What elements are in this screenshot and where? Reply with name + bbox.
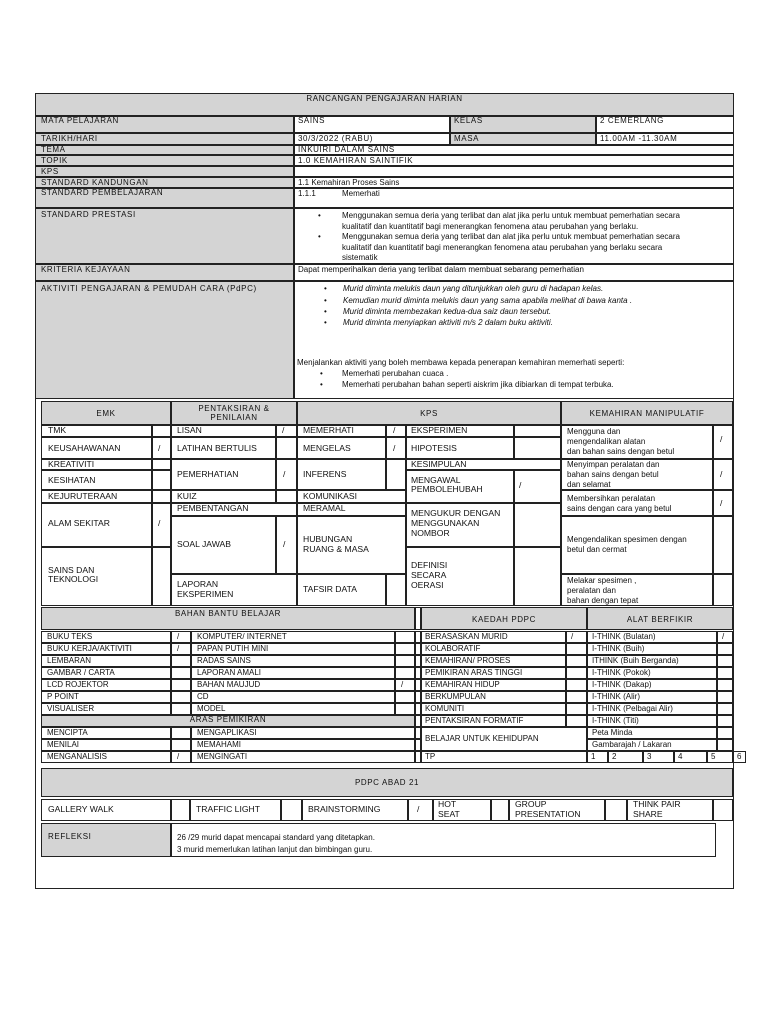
aras-right-item: MEMAHAMI <box>197 740 241 749</box>
kaedah-mark-cell <box>566 715 587 727</box>
bbb-right-item: KOMPUTER/ INTERNET <box>197 632 287 641</box>
bbb-left-item: P POINT <box>47 692 79 701</box>
manipulatif-item: mengendalikan alatan <box>567 437 646 446</box>
kps-mark-cell <box>514 437 561 459</box>
berfikir-item: I-THINK (Alir) <box>592 692 640 701</box>
emk-item: KEJURUTERAAN <box>48 491 118 501</box>
emk-item: KESIHATAN <box>48 475 96 485</box>
bbb-right-mark-cell <box>395 679 415 691</box>
aktiviti-label-cell <box>35 281 294 399</box>
tp-number: 2 <box>612 752 617 761</box>
bullet-icon: • <box>318 232 321 241</box>
aras-left-item: MENILAI <box>47 740 80 749</box>
bbb-left-item: LEMBARAN <box>47 656 92 665</box>
manipulatif-mark: / <box>720 434 723 444</box>
sp-label: STANDARD PEMBELAJARAN <box>41 188 164 197</box>
topik-label: TOPIK <box>41 156 68 165</box>
emk-mark-cell <box>152 425 171 437</box>
bullet-icon: • <box>324 318 327 327</box>
bbb-right-item: CD <box>197 692 209 701</box>
manipulatif-header: KEMAHIRAN MANIPULATIF <box>589 409 705 418</box>
pentaksiran-mark: / <box>282 425 285 435</box>
kps-item: MENGAWAL <box>411 475 461 485</box>
topik-label-cell <box>35 155 294 166</box>
prestasi-2b: kualitatif dan kuantitatif bagi menerangkan fenomena atau perubahan yang berlaku secara <box>342 243 663 252</box>
bbb-header: BAHAN BANTU BELAJAR <box>174 609 282 618</box>
berfikir-item: Gambarajah / Lakaran <box>592 740 672 749</box>
pentaksiran-mark-cell <box>276 516 297 574</box>
bbb-right-mark: / <box>401 680 404 689</box>
bbb-right-item: PAPAN PUTIH MINI <box>197 644 269 653</box>
berfikir-mark: / <box>722 632 725 641</box>
kaedah-item: PEMIKIRAN ARAS TINGGI <box>425 668 523 677</box>
manipulatif-mark: / <box>720 469 723 479</box>
pentaksiran-item: LAPORAN <box>177 579 219 589</box>
pdpc21-mark-cell <box>605 799 627 821</box>
kps-item: NOMBOR <box>411 528 450 538</box>
berfikir-item: I-THINK (Buih) <box>592 644 645 653</box>
kps-mark-cell <box>386 425 406 437</box>
manipulatif-item: peralatan dan <box>567 586 616 595</box>
pentaksiran-item: PEMBENTANGAN <box>177 503 249 513</box>
kps-item: MENGGUNAKAN <box>411 518 480 528</box>
tp-number: 4 <box>678 752 683 761</box>
mata-value: SAINS <box>298 116 326 125</box>
sk-value: 1.1 Kemahiran Proses Sains <box>298 178 400 187</box>
bbb-right-mark-cell <box>395 691 415 703</box>
manipulatif-mark-cell <box>713 459 733 490</box>
tarikh-value: 30/3/2022 (RABU) <box>298 134 373 143</box>
kriteria-value: Dapat memperihalkan deria yang terlibat dalam membuat sebarang pemerhatian <box>298 265 584 274</box>
pentaksiran-header: PENTAKSIRAN & <box>198 404 270 413</box>
berfikir-mark-cell <box>717 739 733 751</box>
kaedah-item: KOLABORATIF <box>425 644 481 653</box>
tp-number: 3 <box>647 752 652 761</box>
kps-item: EKSPERIMEN <box>411 425 468 435</box>
bbb-left-mark-cell <box>171 691 191 703</box>
berfikir-mark-cell <box>717 667 733 679</box>
emk-mark: / <box>158 518 161 528</box>
kaedah-item: BERKUMPULAN <box>425 692 486 701</box>
berfikir-item: I-THINK (Pelbagai Alir) <box>592 704 673 713</box>
pdpc21-item: HOT <box>438 799 457 809</box>
masa-value: 11.00AM -11.30AM <box>600 134 678 143</box>
kaedah-mark-cell <box>566 655 587 667</box>
aras-left-item: MENCIPTA <box>47 728 88 737</box>
aras-left-item: MENGANALISIS <box>47 752 108 761</box>
bbb-left-mark: / <box>177 644 180 653</box>
bbb-left-mark-cell <box>171 667 191 679</box>
pdpc21-item: GROUP <box>515 799 547 809</box>
manipulatif-item: bahan dengan tepat <box>567 596 639 605</box>
kps-item: MENGELAS <box>303 443 351 453</box>
kps-mark-cell <box>386 574 406 606</box>
bbb-left-mark-cell <box>171 679 191 691</box>
sp-value: Memerhati <box>342 189 380 198</box>
berfikir-item: I-THINK (Pokok) <box>592 668 651 677</box>
aktiviti-extra: Memerhati perubahan bahan seperti aiskrim jika dibiarkan di tempat terbuka. <box>342 380 614 389</box>
kaedah-item: PENTAKSIRAN FORMATIF <box>425 716 524 725</box>
berfikir-mark-cell <box>717 727 733 739</box>
emk-item: KREATIVITI <box>48 459 95 469</box>
kelas-label: KELAS <box>454 116 483 125</box>
kps-value-cell <box>294 166 734 177</box>
manipulatif-item: sains dengan cara yang betul <box>567 504 672 513</box>
pdpc21-mark-cell <box>491 799 509 821</box>
pdpc21-mark-cell <box>408 799 433 821</box>
kps-item: HIPOTESIS <box>411 443 457 453</box>
kaedah-mark-cell <box>566 691 587 703</box>
kps-mark-cell <box>514 547 561 606</box>
kaedah-mark-cell <box>566 631 587 643</box>
kps-mark: / <box>393 443 396 453</box>
kps-mark-cell <box>386 459 406 490</box>
pdpc21-item: SHARE <box>633 809 663 819</box>
refleksi-line-2: 3 murid memerlukan latihan lanjut dan bimbingan guru. <box>177 845 373 854</box>
kelas-value: 2 CEMERLANG <box>600 116 664 125</box>
bbb-left-mark: / <box>177 632 180 641</box>
berfikir-item: Peta Minda <box>592 728 633 737</box>
manipulatif-item: dan bahan sains dengan betul <box>567 447 675 456</box>
prestasi-label: STANDARD PRESTASI <box>41 210 136 219</box>
pentaksiran-mark-cell <box>276 490 297 503</box>
kps-label: KPS <box>41 167 59 176</box>
bullet-icon: • <box>324 284 327 293</box>
kaedah-item: BELAJAR UNTUK KEHIDUPAN <box>425 734 539 743</box>
kps-item: TAFSIR DATA <box>303 584 357 594</box>
tp-number: 1 <box>591 752 596 761</box>
bbb-right-item: MODEL <box>197 704 226 713</box>
pdpc21-item: TRAFFIC LIGHT <box>196 804 260 814</box>
bbb-left-mark-cell <box>171 655 191 667</box>
kaedah-item: KEMAHIRAN HIDUP <box>425 680 500 689</box>
emk-item: TMK <box>48 425 67 435</box>
manipulatif-mark-cell <box>713 516 733 574</box>
emk-item: TEKNOLOGI <box>48 574 99 584</box>
manipulatif-mark-cell <box>713 574 733 606</box>
bullet-icon: • <box>324 296 327 305</box>
manipulatif-item: Melakar spesimen , <box>567 576 637 585</box>
emk-item: ALAM SEKITAR <box>48 518 110 528</box>
manipulatif-item: Menyimpan peralatan dan <box>567 460 660 469</box>
berfikir-item: I-THINK (Titi) <box>592 716 639 725</box>
prestasi-2a: Menggunakan semua deria yang terlibat dan alat jika perlu untuk membuat pemerhatian secara <box>342 232 680 241</box>
bbb-left-item: LCD ROJEKTOR <box>47 680 109 689</box>
bbb-left-item: VISUALISER <box>47 704 95 713</box>
tp-number: 5 <box>711 752 716 761</box>
kps-item: MERAMAL <box>303 503 346 513</box>
pentaksiran-item: PEMERHATIAN <box>177 469 239 479</box>
kaedah-item: BERASASKAN MURID <box>425 632 508 641</box>
kps-mark: / <box>519 480 522 490</box>
aktiviti-item: Kemudian murid diminta melukis daun yang sama apabila melihat di bawa kanta . <box>343 296 633 305</box>
kps-item: MEMERHATI <box>303 425 354 435</box>
tp-number: 6 <box>737 752 742 761</box>
tema-value: INKUIRI DALAM SAINS <box>298 145 395 154</box>
aras-mark-cell <box>171 751 191 763</box>
emk-mark: / <box>158 443 161 453</box>
bbb-right-mark-cell <box>395 655 415 667</box>
bbb-right-item: BAHAN MAUJUD <box>197 680 261 689</box>
topik-value: 1.0 KEMAHIRAN SAINTIFIK <box>298 156 414 165</box>
refleksi-label: REFLEKSI <box>48 832 92 841</box>
masa-label: MASA <box>454 134 480 143</box>
bullet-icon: • <box>318 211 321 220</box>
tema-label: TEMA <box>41 145 66 154</box>
bullet-icon: • <box>320 369 323 378</box>
bbb-right-cell <box>191 691 395 703</box>
bbb-right-mark-cell <box>395 703 415 715</box>
manipulatif-item: Mengendalikan spesimen dengan <box>567 535 687 544</box>
pentaksiran-item: SOAL JAWAB <box>177 539 231 549</box>
pentaksiran-mark-cell <box>276 425 297 437</box>
kps-item: MENGUKUR DENGAN <box>411 508 501 518</box>
refleksi-line-1: 26 /29 murid dapat mencapai standard yang ditetapkan. <box>177 833 375 842</box>
aktiviti-intro: Menjalankan aktiviti yang boleh membawa kepada penerapan kemahiran memerhati seperti: <box>297 358 625 367</box>
bullet-icon: • <box>324 307 327 316</box>
manipulatif-mark: / <box>720 498 723 508</box>
manipulatif-mark-cell <box>713 490 733 516</box>
emk-mark-cell <box>152 470 171 490</box>
kaedah-mark: / <box>571 632 574 641</box>
aktiviti-item: Murid diminta membezakan kedua-dua saiz daun tersebut. <box>343 307 552 316</box>
manipulatif-item: bahan sains dengan betul <box>567 470 659 479</box>
manipulatif-item: Mengguna dan <box>567 427 621 436</box>
tema-label-cell <box>35 145 294 155</box>
bbb-left-mark-cell <box>171 631 191 643</box>
mata-label: MATA PELAJARAN <box>41 116 119 125</box>
pentaksiran-header-2: PENILAIAN <box>210 413 258 422</box>
kps-item: OERASI <box>411 580 444 590</box>
pentaksiran-item: KUIZ <box>177 491 197 501</box>
pentaksiran-mark-cell <box>276 437 297 459</box>
aras-mark: / <box>177 752 180 761</box>
pdpc21-mark-cell <box>171 799 190 821</box>
prestasi-1a: Menggunakan semua deria yang terlibat dan alat jika perlu untuk membuat pemerhatian secara <box>342 211 680 220</box>
kps-header: KPS <box>420 409 438 418</box>
kaedah-mark-cell <box>566 643 587 655</box>
aras-mark-cell <box>171 727 191 739</box>
kaedah-item: TP <box>425 752 436 761</box>
berfikir-mark-cell <box>717 703 733 715</box>
aras-right-item: MENGAPLIKASI <box>197 728 257 737</box>
pentaksiran-item: LISAN <box>177 425 202 435</box>
kps-item: DEFINISI <box>411 560 448 570</box>
pdpc21-item: SEAT <box>438 809 460 819</box>
aras-right-item: MENGINGATI <box>197 752 248 761</box>
bbb-left-item: BUKU TEKS <box>47 632 93 641</box>
kaedah-mark-cell <box>566 679 587 691</box>
bbb-right-mark-cell <box>395 667 415 679</box>
bullet-icon: • <box>320 380 323 389</box>
pentaksiran-item: EKSPERIMEN <box>177 589 234 599</box>
bbb-left-item: GAMBAR / CARTA <box>47 668 115 677</box>
bbb-right-item: RADAS SAINS <box>197 656 251 665</box>
emk-mark-cell <box>152 437 171 459</box>
emk-mark-cell <box>152 459 171 470</box>
aktiviti-item: Murid diminta melukis daun yang ditunjukkan oleh guru di hadapan kelas. <box>343 284 604 293</box>
kps-mark-cell <box>514 503 561 547</box>
prestasi-1b: kualitatif dan kuantitatif bagi menerangkan fenomena atau perubahan yang berlaku. <box>342 222 639 231</box>
berfikir-item: I-THINK (Bulatan) <box>592 632 656 641</box>
bbb-left-mark-cell <box>171 643 191 655</box>
berfikir-item: ITHINK (Buih Berganda) <box>592 656 679 665</box>
kps-item: SECARA <box>411 570 447 580</box>
prestasi-2c: sistematik <box>342 253 378 262</box>
berfikir-mark-cell <box>717 679 733 691</box>
bbb-left-item: BUKU KERJA/AKTIVITI <box>47 644 132 653</box>
pdpc21-item: GALLERY WALK <box>48 804 114 814</box>
emk-header: EMK <box>96 409 116 418</box>
pdpc21-header: PDPC ABAD 21 <box>354 778 420 787</box>
berfikir-mark-cell <box>717 715 733 727</box>
berfikir-mark-cell <box>717 691 733 703</box>
aktiviti-label: AKTIVITI PENGAJARAN & PEMUDAH CARA (PdPC) <box>41 284 257 293</box>
kps-mark-cell <box>386 437 406 459</box>
kps-item: PEMBOLEHUBAH <box>411 484 483 494</box>
berfikir-item: I-THINK (Dakap) <box>592 680 652 689</box>
berfikir-mark-cell <box>717 655 733 667</box>
aras-mark-cell <box>171 739 191 751</box>
kps-mark: / <box>393 425 396 435</box>
pdpc21-item: PRESENTATION <box>515 809 581 819</box>
kaedah-item: KOMUNITI <box>425 704 465 713</box>
pentaksiran-mark: / <box>283 539 286 549</box>
bbb-left-mark-cell <box>171 703 191 715</box>
aktiviti-extra: Memerhati perubahan cuaca . <box>342 369 449 378</box>
tarikh-label: TARIKH/HARI <box>41 134 98 143</box>
kaedah-mark-cell <box>566 703 587 715</box>
pentaksiran-mark: / <box>283 469 286 479</box>
pdpc21-item: THINK PAIR <box>633 799 681 809</box>
pdpc21-mark-cell <box>281 799 302 821</box>
kps-item: HUBUNGAN <box>303 534 353 544</box>
pentaksiran-item: LATIHAN BERTULIS <box>177 443 257 453</box>
aktiviti-item: Murid diminta menyiapkan aktiviti m/s 2 dalam buku aktiviti. <box>343 318 553 327</box>
kriteria-label: KRITERIA KEJAYAAN <box>41 265 131 274</box>
emk-mark-cell <box>152 547 171 606</box>
page-title: RANCANGAN PENGAJARAN HARIAN <box>306 94 463 103</box>
aras-header: ARAS PEMIKIRAN <box>189 715 267 724</box>
emk-item: KEUSAHAWANAN <box>48 443 121 453</box>
kps-mark-cell <box>514 425 561 437</box>
kps-label-cell <box>35 166 294 177</box>
pentaksiran-mark-cell <box>276 459 297 490</box>
kps-item: RUANG & MASA <box>303 544 369 554</box>
sk-label: STANDARD KANDUNGAN <box>41 178 149 187</box>
pdpc21-mark-cell <box>713 799 733 821</box>
bbb-right-mark-cell <box>395 643 415 655</box>
kaedah-item: KEMAHIRAN/ PROSES <box>425 656 511 665</box>
kps-item: KESIMPULAN <box>411 459 467 469</box>
manipulatif-item: Membersihkan peralatan <box>567 494 656 503</box>
manipulatif-mark-cell <box>713 425 733 459</box>
bbb-right-item: LAPORAN AMALI <box>197 668 262 677</box>
kaedah-header: KAEDAH PDPC <box>472 615 536 624</box>
emk-mark-cell <box>152 503 171 547</box>
manipulatif-item: betul dan cermat <box>567 545 627 554</box>
kaedah-cell <box>421 751 587 763</box>
manipulatif-item: dan selamat <box>567 480 611 489</box>
berfikir-header: ALAT BERFIKIR <box>626 615 694 624</box>
sp-number: 1.1.1 <box>298 189 316 198</box>
emk-item: SAINS DAN <box>48 565 95 575</box>
kps-item: INFERENS <box>303 469 347 479</box>
pdpc21-mark: / <box>417 804 420 814</box>
berfikir-mark-cell <box>717 643 733 655</box>
pdpc21-item: BRAINSTORMING <box>308 804 381 814</box>
kps-item: KOMUNIKASI <box>303 491 357 501</box>
emk-mark-cell <box>152 490 171 503</box>
kaedah-mark-cell <box>566 667 587 679</box>
bbb-right-mark-cell <box>395 631 415 643</box>
berfikir-mark-cell <box>717 631 733 643</box>
